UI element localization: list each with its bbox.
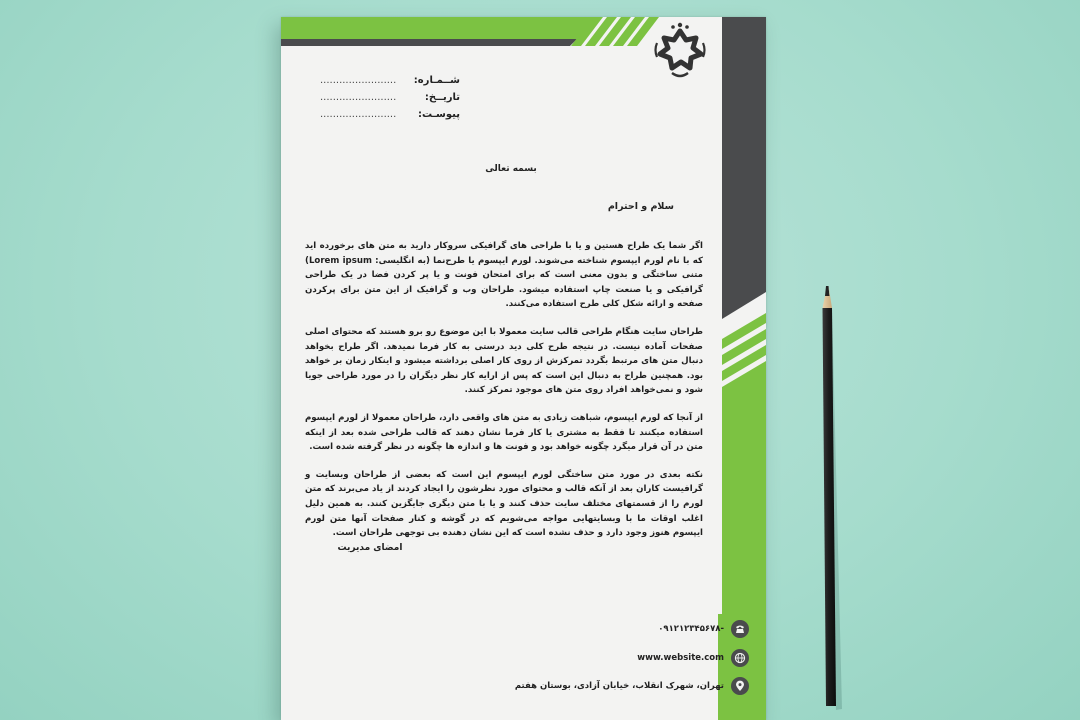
number-dots: ........................ <box>320 75 397 86</box>
contact-address <box>431 676 749 696</box>
attachment-field <box>318 109 460 126</box>
number-field <box>318 75 460 92</box>
paragraph: طراحان سایت هنگام طراحی قالب سایت معمولا با این موضوع رو برو هستند که محتوای اصلی صفحات آماده نیست. در نتیجه طرح کلی دید درستی به کار فرما نمیدهد. اگر طراح بخواهد دنبال متن های مرتبط بگردد تمرکزش از روی کار اصلی برداشته میشود و اینکار زمان بر خواهد بود. همچنین طراح به دنبال این است که پس از ارایه کار نظر دیگران را در مورد طراحی جویا شود و نمی‌خواهد افراد روی متن های موجود تمرکز کنند. <box>305 326 703 396</box>
date-field <box>318 92 460 109</box>
logo-emblem-icon <box>651 21 709 79</box>
contact-phone <box>431 619 749 639</box>
location-pin-icon <box>731 677 749 695</box>
address-text: تهران، شهرک انقلاب، خیابان آزادی، بوستان هفتم <box>514 681 724 691</box>
date-dots: ........................ <box>320 92 397 103</box>
paragraph: اگر شما یک طراح هستین و یا با طراحی های گرافیکی سروکار دارید به متن های برخورده اید که با نام لورم ایپسوم شناخته می‌شوند. لورم ایپسوم یا طرح‌نما (به انگلیسی: Lorem ipsum) متنی ساختگی و بدون معنی است که برای امتحان فونت و یا پر کردن فضا در یک طراحی گرافیکی و یا صنعت چاپ استفاده میشود. طراحان وب و گرافیک از این متن برای پرکردن صفحه و ارائه شکل کلی طرح استفاده می‌کنند. <box>305 241 703 310</box>
contact-website <box>431 648 749 668</box>
attachment-label: پیوسـت: <box>418 109 460 120</box>
letterhead-paper <box>281 17 766 720</box>
paragraph: از آنجا که لورم ایپسوم، شباهت زیادی به متن های واقعی دارد، طراحان معمولا از لورم ایپسوم استفاده میکنند تا فقط به مشتری یا کار فرما نشان دهند که قالب طراحی شده بعد از اینکه متن در آن قرار میگرد چگونه خواهد بود و فونت ها و اندازه ها چگونه در نظر گرفته شده است. <box>305 412 703 453</box>
phone-number: ۰۹۱۲۱۲۳۴۵۶۷۸- <box>658 624 724 634</box>
attachment-dots: ........................ <box>320 109 397 120</box>
pencil <box>812 286 846 716</box>
basmala-heading: بسمه تعالی <box>485 164 537 174</box>
date-label: تاریــخ: <box>424 92 460 103</box>
phone-icon <box>731 620 749 638</box>
side-decorative-bar <box>718 17 766 720</box>
paragraph: نکته بعدی در مورد متن ساختگی لورم ایپسوم این است که بعضی از طراحان وبسایت و گرافیست کاران بعد از آنکه قالب و محتوای مورد نظرشون را ایجاد کردند از یاد می‌برند که متن لورم را از قسمتهای مختلف سایت حذف کنند و یا با متن دیگری جایگزین کنند. به همین دلیل اغلب اوقات ما با وبسایتهایی مواجه می‌شویم که در گوشه و کنار صفحات آنها متن لورم ایپسوم هنوز وجود دارد و حذف نشده است که این نشان دهنده بی توجهی طراحان است. <box>305 469 703 539</box>
number-label: شــمـاره: <box>413 75 460 86</box>
reference-fields <box>318 75 460 126</box>
signature-label: امضای مدیریت <box>337 543 403 553</box>
letter-body <box>305 239 703 554</box>
website-url: www.website.com <box>637 653 724 663</box>
greeting: سلام و احترام <box>607 201 674 212</box>
globe-icon <box>731 649 749 667</box>
